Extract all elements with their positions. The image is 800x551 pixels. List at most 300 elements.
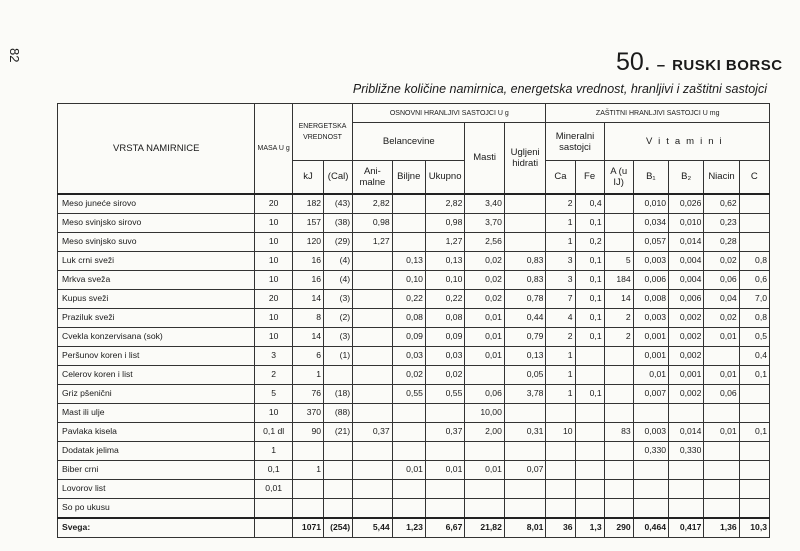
- cell-ugh: 0,07: [504, 460, 546, 479]
- cell-ni: [704, 498, 739, 518]
- cell-uk: 0,10: [425, 270, 464, 289]
- cell-masa: [255, 518, 292, 538]
- cell-kj: 6: [292, 346, 323, 365]
- cell-kj: 370: [292, 403, 323, 422]
- cell-kj: 182: [292, 194, 323, 214]
- cell-cal: (29): [324, 232, 353, 251]
- cell-c: [739, 194, 769, 214]
- cell-c: [739, 213, 769, 232]
- cell-masa: [255, 498, 292, 518]
- cell-ani: 1,27: [353, 232, 392, 251]
- cell-b2: [669, 498, 704, 518]
- header-fe: Fe: [575, 161, 604, 194]
- cell-kj: 120: [292, 232, 323, 251]
- cell-ugh: 8,01: [504, 518, 546, 538]
- cell-ni: 0,06: [704, 384, 739, 403]
- cell-a: 2: [604, 308, 633, 327]
- cell-bilj: 0,03: [392, 346, 425, 365]
- cell-kj: 1: [292, 460, 323, 479]
- cell-masti: 0,06: [465, 384, 504, 403]
- header-cal: (Cal): [324, 161, 353, 194]
- cell-ni: 0,01: [704, 365, 739, 384]
- cell-ni: 0,06: [704, 270, 739, 289]
- recipe-name: RUSKI BORSC: [672, 57, 783, 74]
- cell-name: Cvekla konzervisana (sok): [58, 327, 255, 346]
- page-number: 82: [7, 48, 22, 63]
- cell-a: 14: [604, 289, 633, 308]
- cell-ugh: [504, 498, 546, 518]
- cell-ni: 0,04: [704, 289, 739, 308]
- cell-a: [604, 403, 633, 422]
- cell-name: Pavlaka kisela: [58, 422, 255, 441]
- header-a: A (u IJ): [604, 161, 633, 194]
- table-row: [58, 403, 770, 422]
- cell-fe: 0,1: [575, 289, 604, 308]
- cell-uk: [425, 498, 464, 518]
- cell-a: [604, 213, 633, 232]
- cell-c: 0,6: [739, 270, 769, 289]
- cell-fe: [575, 498, 604, 518]
- cell-masa: 0,1 dl: [255, 422, 292, 441]
- cell-kj: 14: [292, 289, 323, 308]
- cell-bilj: [392, 479, 425, 498]
- cell-masa: 1: [255, 441, 292, 460]
- cell-bilj: 0,13: [392, 251, 425, 270]
- cell-ugh: 0,83: [504, 270, 546, 289]
- cell-ni: 0,02: [704, 308, 739, 327]
- cell-masa: 10: [255, 232, 292, 251]
- cell-masa: 10: [255, 251, 292, 270]
- cell-a: [604, 232, 633, 251]
- cell-a: [604, 479, 633, 498]
- header-zastitni: ZAŠTITNI HRANLJIVI SASTOJCI U mg: [546, 104, 770, 123]
- cell-b2: 0,330: [669, 441, 704, 460]
- cell-fe: [575, 346, 604, 365]
- cell-kj: 1: [292, 365, 323, 384]
- cell-ugh: [504, 194, 546, 214]
- cell-c: [739, 441, 769, 460]
- cell-ani: 0,98: [353, 213, 392, 232]
- cell-cal: [324, 498, 353, 518]
- cell-masti: 2,00: [465, 422, 504, 441]
- cell-cal: (3): [324, 289, 353, 308]
- cell-uk: 0,37: [425, 422, 464, 441]
- cell-b1: 0,003: [633, 422, 668, 441]
- cell-ani: [353, 308, 392, 327]
- table-row: [58, 346, 770, 365]
- cell-cal: (2): [324, 308, 353, 327]
- cell-a: 184: [604, 270, 633, 289]
- cell-cal: [324, 479, 353, 498]
- cell-masa: 2: [255, 365, 292, 384]
- cell-ani: [353, 327, 392, 346]
- cell-ni: [704, 479, 739, 498]
- cell-c: [739, 479, 769, 498]
- header-belancevine: Belancevine: [353, 123, 465, 161]
- header-c: C: [739, 161, 769, 194]
- cell-cal: [324, 441, 353, 460]
- cell-masa: 0,01: [255, 479, 292, 498]
- cell-c: 0,8: [739, 308, 769, 327]
- cell-ani: [353, 251, 392, 270]
- cell-bilj: [392, 498, 425, 518]
- cell-c: [739, 460, 769, 479]
- cell-ni: [704, 460, 739, 479]
- cell-masa: 3: [255, 346, 292, 365]
- cell-uk: 0,02: [425, 365, 464, 384]
- cell-masti: 21,82: [465, 518, 504, 538]
- cell-b2: 0,006: [669, 289, 704, 308]
- cell-b2: 0,026: [669, 194, 704, 214]
- cell-uk: 0,03: [425, 346, 464, 365]
- cell-b1: 0,01: [633, 365, 668, 384]
- cell-masti: 0,02: [465, 251, 504, 270]
- cell-fe: 0,1: [575, 327, 604, 346]
- cell-a: [604, 498, 633, 518]
- cell-ca: 1: [546, 365, 575, 384]
- cell-masa: 0,1: [255, 460, 292, 479]
- cell-masti: 0,01: [465, 308, 504, 327]
- cell-a: 83: [604, 422, 633, 441]
- cell-name: Mrkva sveža: [58, 270, 255, 289]
- cell-ca: 2: [546, 194, 575, 214]
- cell-name: Griz pšenični: [58, 384, 255, 403]
- cell-ugh: [504, 213, 546, 232]
- cell-name: Mast ili ulje: [58, 403, 255, 422]
- cell-b2: 0,004: [669, 270, 704, 289]
- header-energetska: ENERGETSKA VREDNOST: [292, 104, 352, 161]
- cell-ni: 0,01: [704, 327, 739, 346]
- cell-masti: [465, 365, 504, 384]
- cell-kj: 157: [292, 213, 323, 232]
- cell-ani: 0,37: [353, 422, 392, 441]
- cell-c: 0,4: [739, 346, 769, 365]
- cell-masa: 10: [255, 403, 292, 422]
- table-row: [58, 384, 770, 403]
- cell-ani: [353, 498, 392, 518]
- header-ugljeni: Ugljeni hidrati: [504, 123, 546, 194]
- table-row: [58, 308, 770, 327]
- cell-fe: 0,2: [575, 232, 604, 251]
- cell-a: [604, 384, 633, 403]
- cell-b1: 0,003: [633, 308, 668, 327]
- cell-b1: 0,010: [633, 194, 668, 214]
- cell-bilj: 0,09: [392, 327, 425, 346]
- cell-masa: 10: [255, 308, 292, 327]
- cell-name: Kupus sveži: [58, 289, 255, 308]
- table-subtitle: Približne količine namirnica, energetska vrednost, hranljivi i zaštitni sastojci: [352, 82, 767, 96]
- cell-ca: [546, 498, 575, 518]
- cell-name: Peršunov koren i list: [58, 346, 255, 365]
- cell-c: [739, 384, 769, 403]
- cell-ca: 10: [546, 422, 575, 441]
- cell-name: Lovorov list: [58, 479, 255, 498]
- cell-fe: 0,1: [575, 251, 604, 270]
- header-ca: Ca: [546, 161, 575, 194]
- cell-ca: [546, 441, 575, 460]
- cell-b2: 0,014: [669, 422, 704, 441]
- header-niacin: Niacin: [704, 161, 739, 194]
- cell-b2: 0,002: [669, 308, 704, 327]
- cell-uk: [425, 441, 464, 460]
- cell-kj: [292, 498, 323, 518]
- cell-uk: 1,27: [425, 232, 464, 251]
- cell-masa: 10: [255, 327, 292, 346]
- cell-b1: [633, 498, 668, 518]
- cell-fe: [575, 403, 604, 422]
- table-row: [58, 498, 770, 518]
- cell-cal: (21): [324, 422, 353, 441]
- cell-ca: 1: [546, 213, 575, 232]
- cell-ugh: 0,13: [504, 346, 546, 365]
- table-row: [58, 460, 770, 479]
- cell-ani: [353, 365, 392, 384]
- cell-masti: 0,01: [465, 346, 504, 365]
- cell-masti: 3,70: [465, 213, 504, 232]
- cell-a: 5: [604, 251, 633, 270]
- cell-a: [604, 441, 633, 460]
- cell-c: 0,1: [739, 365, 769, 384]
- cell-ni: 0,02: [704, 251, 739, 270]
- cell-ni: [704, 403, 739, 422]
- cell-cal: (4): [324, 251, 353, 270]
- header-ukupno: Ukupno: [425, 161, 464, 194]
- cell-masti: 0,01: [465, 460, 504, 479]
- cell-uk: 0,55: [425, 384, 464, 403]
- cell-masti: [465, 479, 504, 498]
- cell-masti: 2,56: [465, 232, 504, 251]
- cell-b2: 0,002: [669, 384, 704, 403]
- cell-c: 0,5: [739, 327, 769, 346]
- cell-c: 0,1: [739, 422, 769, 441]
- cell-ca: [546, 403, 575, 422]
- cell-fe: 0,1: [575, 270, 604, 289]
- header-vitamini: Vitamini: [604, 123, 769, 161]
- nutrition-table: [57, 103, 770, 538]
- table-row: [58, 479, 770, 498]
- cell-bilj: 0,22: [392, 289, 425, 308]
- cell-uk: 6,67: [425, 518, 464, 538]
- cell-a: [604, 194, 633, 214]
- cell-ugh: 0,83: [504, 251, 546, 270]
- cell-uk: 0,22: [425, 289, 464, 308]
- cell-ni: 0,62: [704, 194, 739, 214]
- cell-cal: (38): [324, 213, 353, 232]
- cell-kj: [292, 479, 323, 498]
- cell-cal: (3): [324, 327, 353, 346]
- cell-ca: 1: [546, 232, 575, 251]
- cell-ca: 36: [546, 518, 575, 538]
- table-row: [58, 365, 770, 384]
- cell-b1: 0,034: [633, 213, 668, 232]
- cell-b1: 0,008: [633, 289, 668, 308]
- cell-ugh: 0,31: [504, 422, 546, 441]
- cell-a: [604, 460, 633, 479]
- cell-ca: [546, 460, 575, 479]
- cell-b1: 0,006: [633, 270, 668, 289]
- cell-b2: 0,417: [669, 518, 704, 538]
- cell-cal: (4): [324, 270, 353, 289]
- cell-kj: 16: [292, 270, 323, 289]
- cell-kj: [292, 441, 323, 460]
- cell-ugh: 3,78: [504, 384, 546, 403]
- cell-name: Dodatak jelima: [58, 441, 255, 460]
- cell-ugh: [504, 403, 546, 422]
- cell-bilj: 1,23: [392, 518, 425, 538]
- cell-cal: (254): [324, 518, 353, 538]
- cell-ani: [353, 270, 392, 289]
- table-row: [58, 441, 770, 460]
- cell-ca: [546, 479, 575, 498]
- cell-fe: [575, 365, 604, 384]
- cell-masti: 0,02: [465, 270, 504, 289]
- header-vrsta: VRSTA NAMIRNICE: [58, 104, 255, 194]
- cell-c: 7,0: [739, 289, 769, 308]
- cell-bilj: 0,01: [392, 460, 425, 479]
- cell-ni: 0,01: [704, 422, 739, 441]
- cell-uk: [425, 479, 464, 498]
- recipe-number: 50.: [616, 48, 651, 76]
- cell-b2: 0,014: [669, 232, 704, 251]
- cell-cal: (88): [324, 403, 353, 422]
- cell-b1: 0,057: [633, 232, 668, 251]
- cell-bilj: [392, 422, 425, 441]
- cell-ani: [353, 384, 392, 403]
- cell-c: [739, 232, 769, 251]
- cell-cal: (43): [324, 194, 353, 214]
- cell-cal: (1): [324, 346, 353, 365]
- cell-masa: 10: [255, 270, 292, 289]
- cell-c: [739, 498, 769, 518]
- cell-c: 10,3: [739, 518, 769, 538]
- cell-a: 290: [604, 518, 633, 538]
- cell-c: 0,8: [739, 251, 769, 270]
- cell-b2: 0,002: [669, 346, 704, 365]
- cell-fe: [575, 460, 604, 479]
- header-masa: MASA U g: [255, 104, 292, 194]
- cell-fe: [575, 441, 604, 460]
- cell-b1: [633, 479, 668, 498]
- cell-ca: 2: [546, 327, 575, 346]
- cell-fe: [575, 479, 604, 498]
- cell-ugh: [504, 232, 546, 251]
- cell-b1: 0,007: [633, 384, 668, 403]
- cell-ani: [353, 460, 392, 479]
- cell-uk: 0,09: [425, 327, 464, 346]
- cell-kj: 90: [292, 422, 323, 441]
- cell-masti: 10,00: [465, 403, 504, 422]
- header-mineralni: Mineralni sastojci: [546, 123, 604, 161]
- cell-cal: [324, 365, 353, 384]
- cell-name: Meso svinjsko suvo: [58, 232, 255, 251]
- cell-kj: 14: [292, 327, 323, 346]
- cell-kj: 8: [292, 308, 323, 327]
- cell-name: Svega:: [58, 518, 255, 538]
- cell-bilj: [392, 213, 425, 232]
- cell-b1: [633, 403, 668, 422]
- cell-uk: 0,01: [425, 460, 464, 479]
- cell-name: Praziluk sveži: [58, 308, 255, 327]
- cell-name: Luk crni sveži: [58, 251, 255, 270]
- table-row: [58, 213, 770, 232]
- cell-name: Meso juneće sirovo: [58, 194, 255, 214]
- cell-bilj: 0,08: [392, 308, 425, 327]
- table-row: [58, 422, 770, 441]
- cell-ani: [353, 441, 392, 460]
- cell-ani: [353, 346, 392, 365]
- cell-a: [604, 365, 633, 384]
- cell-bilj: 0,02: [392, 365, 425, 384]
- cell-ugh: [504, 441, 546, 460]
- header-biljne: Biljne: [392, 161, 425, 194]
- cell-ca: 3: [546, 251, 575, 270]
- cell-ca: 1: [546, 384, 575, 403]
- header-animalne: Ani- malne: [353, 161, 392, 194]
- cell-b2: [669, 403, 704, 422]
- cell-ca: 7: [546, 289, 575, 308]
- cell-ugh: 0,44: [504, 308, 546, 327]
- cell-cal: [324, 460, 353, 479]
- cell-b1: [633, 460, 668, 479]
- cell-uk: 2,82: [425, 194, 464, 214]
- total-row: [58, 518, 770, 538]
- cell-uk: 0,08: [425, 308, 464, 327]
- cell-masti: 0,02: [465, 289, 504, 308]
- header-b1: B₁: [633, 161, 668, 194]
- cell-masti: [465, 498, 504, 518]
- cell-uk: 0,13: [425, 251, 464, 270]
- table-row: [58, 289, 770, 308]
- cell-b1: 0,001: [633, 327, 668, 346]
- cell-fe: 0,1: [575, 213, 604, 232]
- cell-bilj: [392, 194, 425, 214]
- cell-b1: 0,464: [633, 518, 668, 538]
- cell-b1: 0,001: [633, 346, 668, 365]
- cell-name: Biber crni: [58, 460, 255, 479]
- cell-name: So po ukusu: [58, 498, 255, 518]
- cell-masa: 20: [255, 289, 292, 308]
- cell-bilj: [392, 403, 425, 422]
- cell-b2: 0,004: [669, 251, 704, 270]
- cell-ca: 3: [546, 270, 575, 289]
- table-row: [58, 251, 770, 270]
- cell-fe: 0,4: [575, 194, 604, 214]
- cell-ni: [704, 441, 739, 460]
- cell-name: Meso svinjsko sirovo: [58, 213, 255, 232]
- cell-fe: 0,1: [575, 308, 604, 327]
- cell-kj: 1071: [292, 518, 323, 538]
- cell-masa: 5: [255, 384, 292, 403]
- cell-masa: 20: [255, 194, 292, 214]
- cell-b2: [669, 460, 704, 479]
- cell-ugh: 0,78: [504, 289, 546, 308]
- cell-b1: 0,330: [633, 441, 668, 460]
- cell-ugh: 0,05: [504, 365, 546, 384]
- cell-ani: [353, 479, 392, 498]
- cell-masti: 3,40: [465, 194, 504, 214]
- cell-ani: [353, 403, 392, 422]
- cell-ugh: [504, 479, 546, 498]
- cell-masa: 10: [255, 213, 292, 232]
- cell-fe: 0,1: [575, 384, 604, 403]
- cell-bilj: 0,55: [392, 384, 425, 403]
- cell-masti: [465, 441, 504, 460]
- cell-a: [604, 346, 633, 365]
- recipe-dash: –: [656, 57, 666, 74]
- header-b2: B₂: [669, 161, 704, 194]
- cell-uk: [425, 403, 464, 422]
- cell-kj: 76: [292, 384, 323, 403]
